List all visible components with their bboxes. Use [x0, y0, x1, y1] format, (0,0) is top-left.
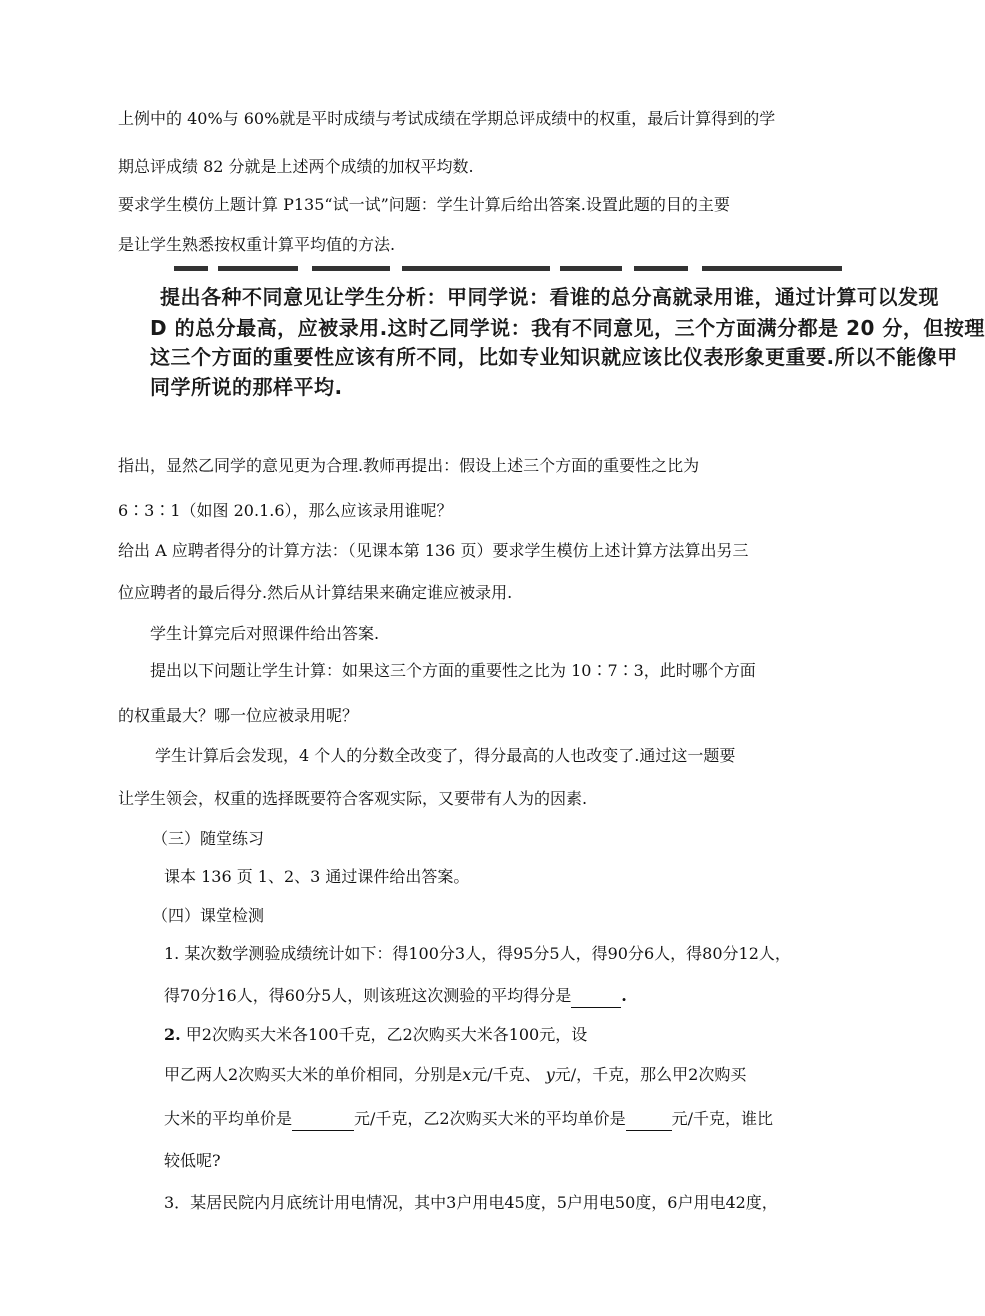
paragraph-line: 提出以下问题让学生计算：如果这三个方面的重要性之比为 10∶7∶3，此时哪个方面 [150, 661, 756, 680]
question-text: 得70分16人，得60分5人，则该班这次测验的平均得分是 [164, 986, 572, 1005]
question-text: 元/千克，乙2次购买大米的平均单价是 [354, 1109, 626, 1128]
scan-line: 同学所说的那样平均. [150, 375, 343, 399]
paragraph-line: 课本 136 页 1、2、3 通过课件给出答案。 [164, 867, 470, 886]
question-text: 元/，千克，那么甲2次购买 [554, 1065, 747, 1084]
question-2-line [164, 1024, 587, 1046]
question-text: 元/千克、 [471, 1065, 546, 1084]
paragraph-line: 要求学生模仿上题计算 P135“试一试”问题：学生计算后给出答案.设置此题的目的主要 [118, 195, 730, 214]
paragraph-line: 6∶3∶1（如图 20.1.6），那么应该录用谁呢？ [118, 501, 453, 520]
answer-blank [292, 1108, 354, 1131]
question-2-line [164, 1064, 746, 1086]
paragraph-line: 指出，显然乙同学的意见更为合理.教师再提出：假设上述三个方面的重要性之比为 [118, 456, 700, 475]
paragraph-line: 学生计算完后对照课件给出答案. [150, 624, 380, 643]
question-number: 2. [164, 1025, 181, 1044]
question-text: 元/千克，谁比 [671, 1109, 773, 1128]
scanned-excerpt [150, 262, 985, 418]
paragraph-line: 给出 A 应聘者得分的计算方法：（见课本第 136 页）要求学生模仿上述计算方法算出另三 [118, 541, 749, 560]
question-2-line: 较低呢? [164, 1151, 221, 1170]
paragraph-line: 是让学生熟悉按权重计算平均值的方法. [118, 235, 396, 254]
answer-blank [626, 1108, 672, 1131]
question-text: . [621, 986, 627, 1005]
paragraph-line: 期总评成绩 82 分就是上述两个成绩的加权平均数. [118, 157, 474, 176]
section-heading: （三）随堂练习 [152, 829, 265, 848]
answer-blank [571, 985, 621, 1008]
variable-x: x [462, 1065, 472, 1084]
paragraph-line: 让学生领会，权重的选择既要符合客观实际，又要带有人为的因素. [118, 789, 588, 808]
question-text: 甲乙两人2次购买大米的单价相同，分别是 [164, 1065, 463, 1084]
paragraph-line: 位应聘者的最后得分.然后从计算结果来确定谁应被录用. [118, 583, 513, 602]
question-2-line [164, 1108, 773, 1131]
cropped-text-fragment [156, 262, 846, 274]
scan-line: 提出各种不同意见让学生分析：甲同学说：看谁的总分高就录用谁，通过计算可以发现 [160, 285, 939, 309]
scan-line: D 的总分最高，应被录用.这时乙同学说：我有不同意见，三个方面满分都是 20 分，但按理 [150, 316, 985, 340]
question-1-line: 1. 某次数学测验成绩统计如下：得100分3人，得95分5人，得90分6人，得80分12人， [164, 944, 791, 963]
question-1-line [164, 985, 627, 1008]
paragraph-line: 的权重最大？哪一位应被录用呢？ [118, 706, 359, 725]
variable-y: y [545, 1065, 555, 1084]
question-text: 大米的平均单价是 [164, 1109, 293, 1128]
scan-line: 这三个方面的重要性应该有所不同，比如专业知识就应该比仪表形象更重要.所以不能像甲 [150, 345, 958, 369]
paragraph-line: 上例中的 40%与 60%就是平时成绩与考试成绩在学期总评成绩中的权重，最后计算得到的学 [118, 109, 776, 128]
paragraph-line: 学生计算后会发现，4 个人的分数全改变了，得分最高的人也改变了.通过这一题要 [155, 746, 736, 765]
question-3-line: 3．某居民院内月底统计用电情况，其中3户用电45度，5户用电50度，6户用电42度， [164, 1193, 778, 1212]
question-text: 甲2次购买大米各100千克，乙2次购买大米各100元，设 [180, 1025, 588, 1044]
section-heading: （四）课堂检测 [152, 906, 265, 925]
